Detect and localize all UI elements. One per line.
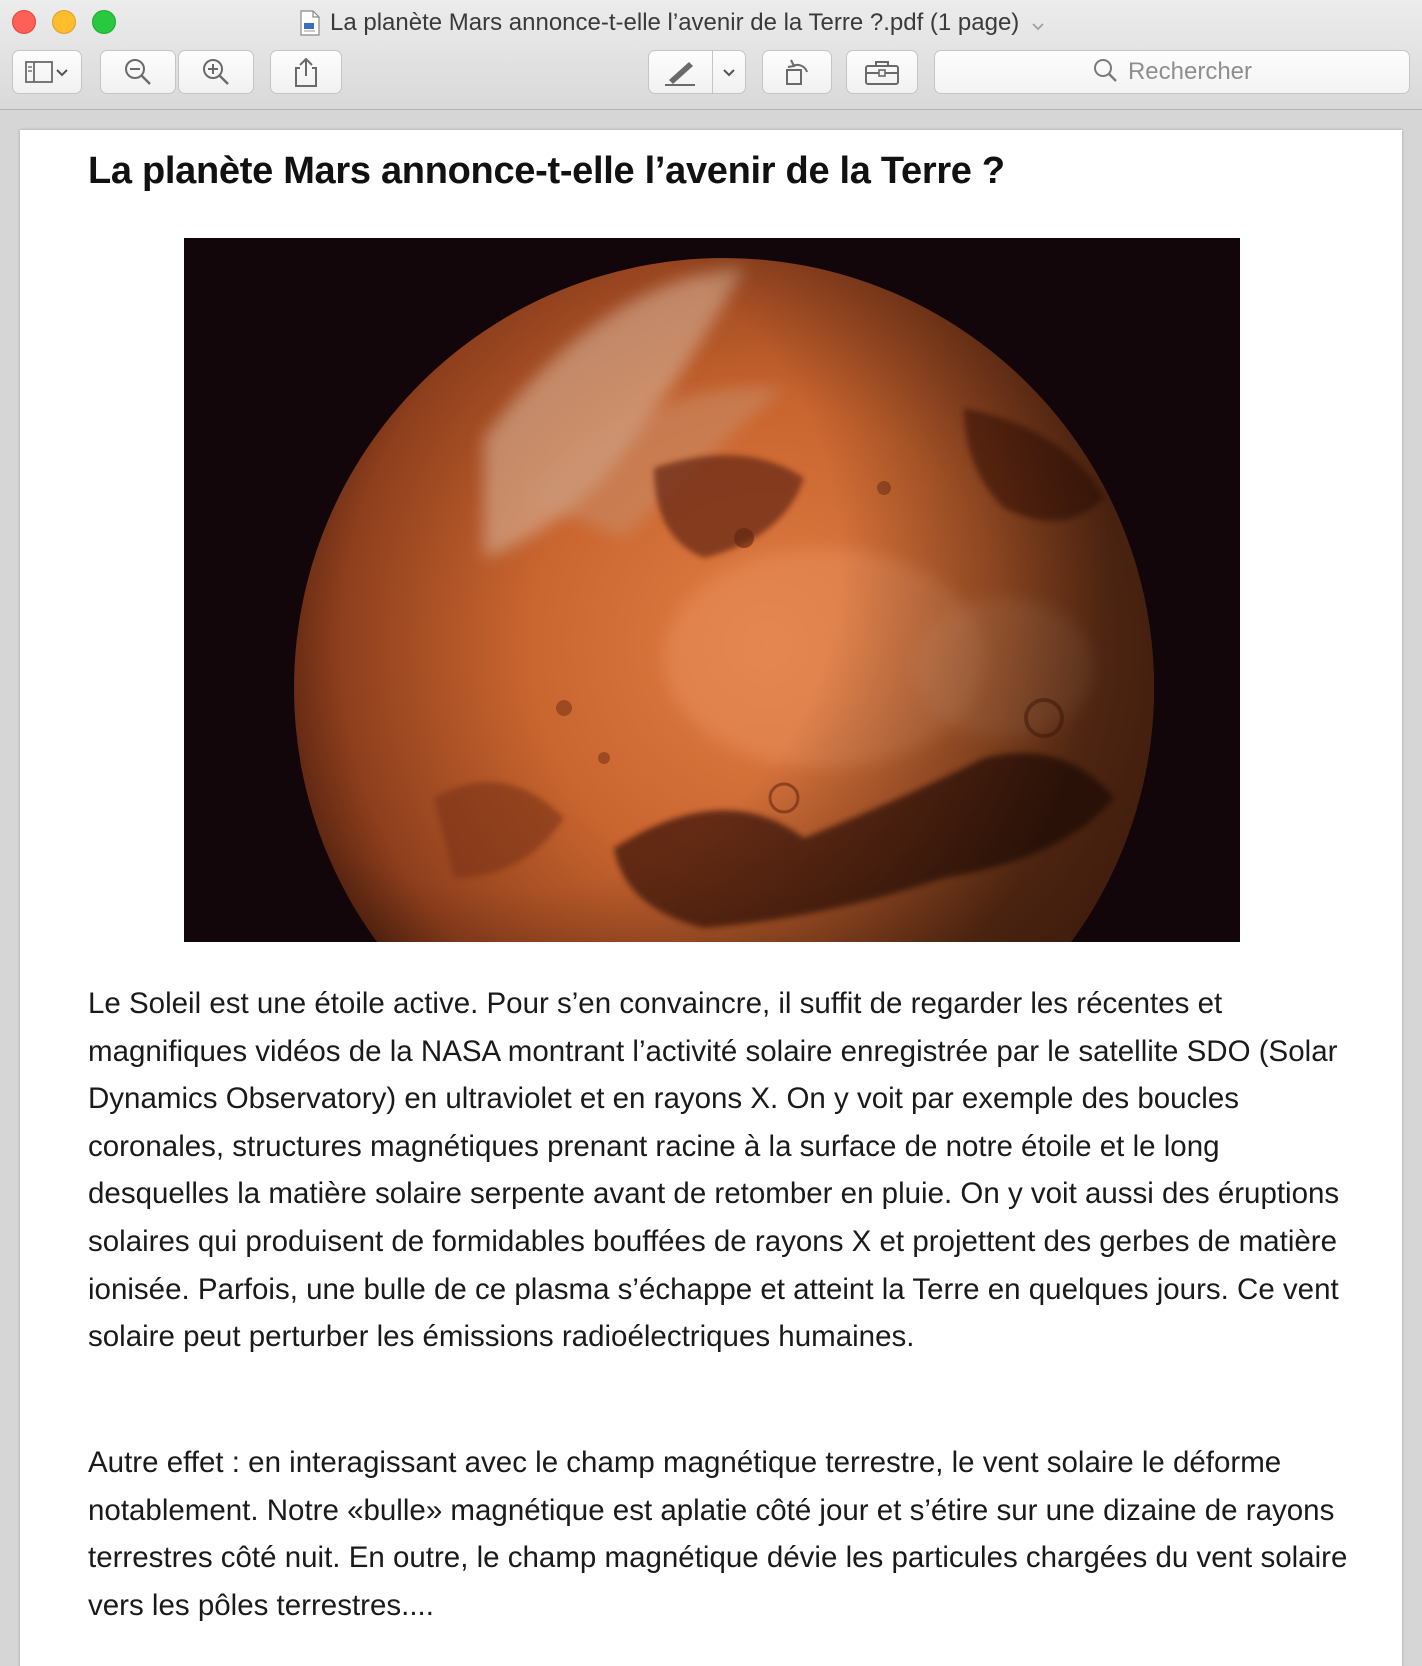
paragraph-2: Autre effet : en interagissant avec le champ magnétique terrestre, le vent solaire le déforme notablement. Notre «bulle» magnétique est aplatie côté jour et s’étire sur une dizaine de rayons terrestres côté nuit. En outre, le champ magnétique dévie les particules chargées du vent solaire vers les pôles terrestres....	[88, 1446, 1348, 1622]
rotate-button[interactable]	[762, 50, 832, 94]
minimize-button[interactable]	[52, 10, 76, 34]
zoom-out-button[interactable]	[100, 50, 176, 94]
zoom-out-icon	[122, 56, 154, 88]
search-field[interactable]	[934, 50, 1410, 94]
close-button[interactable]	[12, 10, 36, 34]
sidebar-button[interactable]	[12, 50, 82, 94]
window-title-area[interactable]	[300, 6, 1047, 40]
toolbox-icon	[864, 58, 900, 86]
zoom-in-button[interactable]	[178, 50, 254, 94]
document-title: La planète Mars annonce-t-elle l’avenir de la Terre ?	[88, 150, 1005, 192]
paragraph-1: Le Soleil est une étoile active. Pour s’en convaincre, il suffit de regarder les récentes et magnifiques vidéos de la NASA montrant l’activité solaire enregistrée par le satellite SDO (Solar Dynamics Observatory) en ultraviolet et en rayons X. On y voit par exemple des boucles coronales, structures magnétiques prenant racine à la surface de notre étoile et le long desquelles la matière solaire serpente avant de retomber en pluie. On y voit aussi des éruptions solaires qui produisent de formidables bouffées de rayons X et projettent des gerbes de matière ionisée. Parfois, une bulle de ce plasma s’échappe et atteint la Terre en quelques jours. Ce vent solaire peut perturber les émissions radioélectriques humaines.	[88, 987, 1340, 1354]
chevron-down-icon[interactable]	[1029, 14, 1047, 32]
maximize-button[interactable]	[92, 10, 116, 34]
rotate-icon	[781, 56, 813, 88]
window-titlebar	[0, 0, 1422, 110]
pdf-page	[20, 130, 1402, 1666]
sidebar-icon	[24, 60, 54, 84]
chevron-down-icon[interactable]	[713, 64, 745, 80]
zoom-in-icon	[200, 56, 232, 88]
window-title: La planète Mars annonce-t-elle l’avenir de la Terre ?.pdf (1 page)	[330, 9, 1020, 36]
chevron-down-icon	[54, 64, 70, 80]
share-button[interactable]	[270, 50, 342, 94]
search-icon	[1092, 57, 1118, 88]
share-icon	[292, 56, 320, 88]
mars-image	[184, 238, 1240, 942]
markup-pen-icon[interactable]	[649, 58, 712, 86]
search-placeholder[interactable]: Rechercher	[1127, 58, 1253, 85]
markup-button-group[interactable]	[648, 50, 746, 94]
toolbox-button[interactable]	[846, 50, 918, 94]
pdf-document-icon	[300, 10, 320, 36]
